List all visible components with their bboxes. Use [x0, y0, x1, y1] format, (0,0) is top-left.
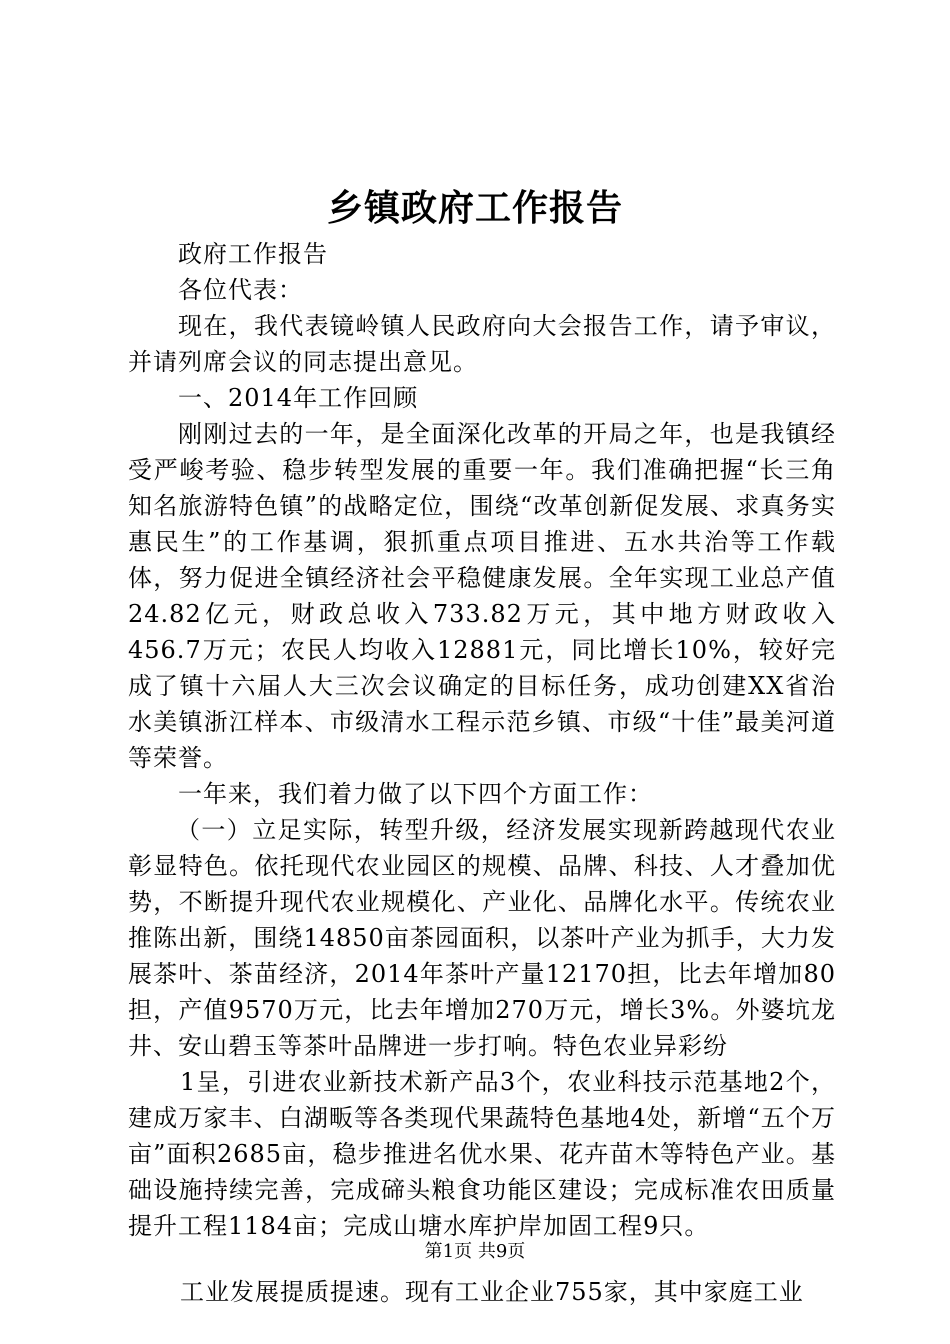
section-heading-review: 一、2014年工作回顾 — [178, 384, 419, 412]
paragraph-subtitle: 政府工作报告 — [178, 240, 328, 268]
document-body — [128, 236, 836, 1310]
paragraph-agriculture: （一）立足实际，转型升级，经济发展实现新跨越现代农业彰显特色。依托现代农业园区的规模、品牌、科技、人才叠加优势，不断提升现代农业规模化、产业化、品牌化水平。传统农业推陈出新，围绕14850亩茶园面积，以茶叶产业为抓手，大力发展茶叶、茶苗经济，2014年茶叶产量12170担，比去年增加80担，产值9570万元，比去年增加270万元，增长3%。外婆坑龙井、安山碧玉等茶叶品牌进一步打响。特色农业异彩纷 — [128, 816, 836, 1060]
page-number-footer: 第1页 共9页 — [424, 1241, 526, 1262]
paragraph-salutation: 各位代表： — [178, 276, 303, 304]
paragraph-review: 刚刚过去的一年，是全面深化改革的开局之年，也是我镇经受严峻考验、稳步转型发展的重要一年。我们准确把握“长三角知名旅游特色镇”的战略定位，围绕“改革创新促发展、求真务实惠民生”的工作基调，狠抓重点项目推进、五水共治等工作载体，努力促进全镇经济社会平稳健康发展。全年实现工业总产值24.82亿元，财政总收入733.82万元，其中地方财政收入456.7万元；农民人均收入12881元，同比增长10%，较好完成了镇十六届人大三次会议确定的目标任务，成功创建XX省治水美镇浙江样本、市级清水工程示范乡镇、市级“十佳”最美河道等荣誉。 — [128, 420, 836, 772]
paragraph-special-agriculture: 1呈，引进农业新技术新产品3个，农业科技示范基地2个，建成万家丰、白湖畈等各类现代果蔬特色基地4处，新增“五个万亩”面积2685亩，稳步推进名优水果、花卉苗木等特色产业。基础设施持续完善，完成碲头粮食功能区建设；完成标准农田质量提升工程1184亩；完成山塘水库护岸加固工程9只。 — [128, 1068, 836, 1240]
paragraph-four-aspects: 一年来，我们着力做了以下四个方面工作： — [178, 780, 653, 808]
document-title: 乡镇政府工作报告 — [326, 187, 623, 229]
paragraph-intro: 现在，我代表镜岭镇人民政府向大会报告工作，请予审议，并请列席会议的同志提出意见。 — [128, 312, 836, 376]
paragraph-industry: 工业发展提质提速。现有工业企业755家，其中家庭工业 — [180, 1278, 804, 1306]
